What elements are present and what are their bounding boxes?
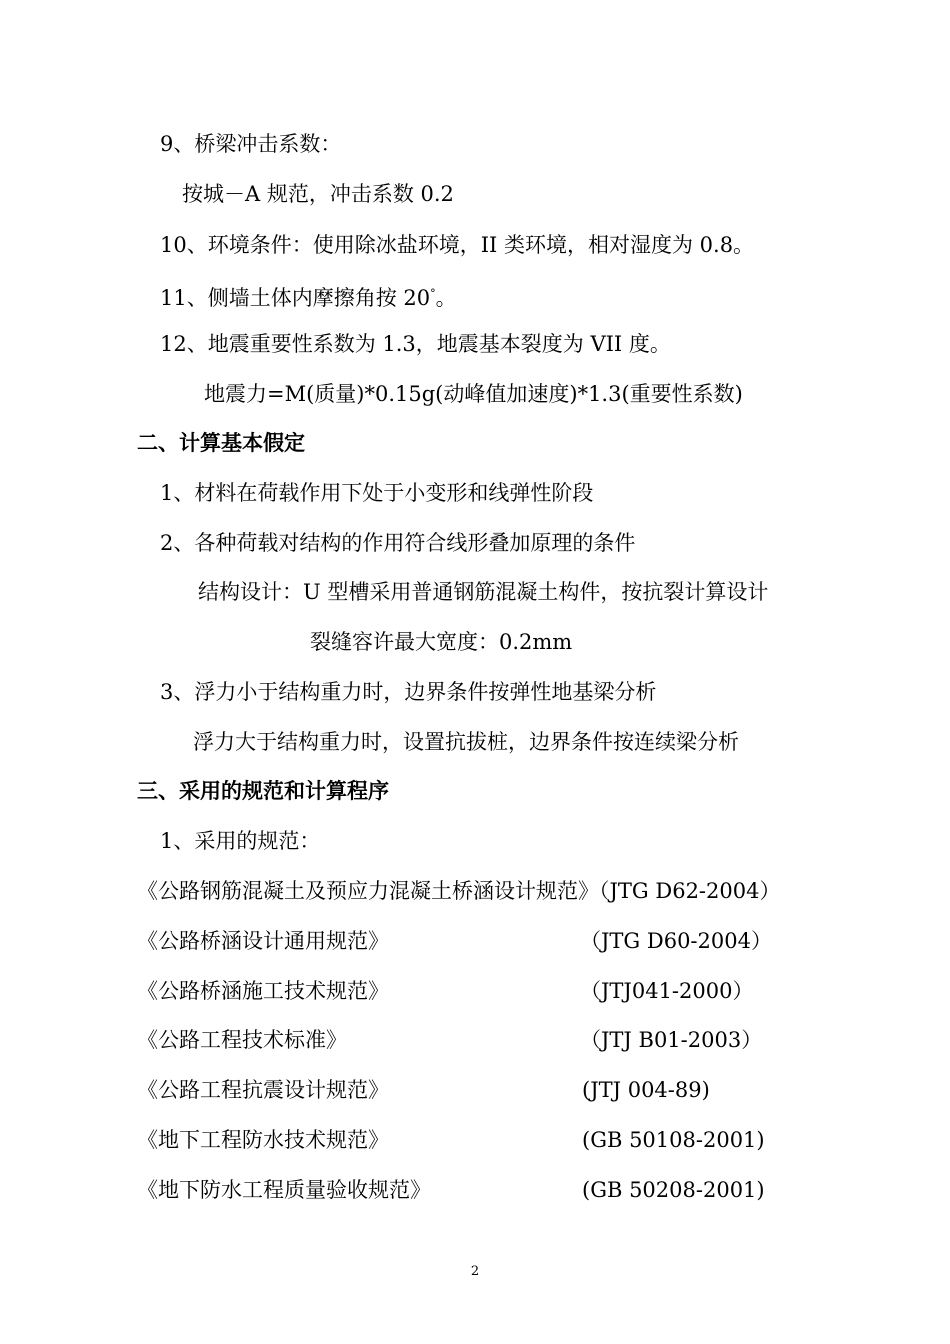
standard-code: (GB 50108-2001) bbox=[582, 1128, 765, 1152]
section-3-heading: 三、采用的规范和计算程序 bbox=[137, 778, 389, 803]
standard-code: (GB 50208-2001) bbox=[582, 1178, 765, 1202]
standard-name: 《公路工程抗震设计规范》 bbox=[137, 1078, 389, 1102]
standard-name: 《公路桥涵设计通用规范》 bbox=[137, 929, 389, 953]
standard-name: 《地下工程防水技术规范》 bbox=[137, 1128, 389, 1152]
page-number: 2 bbox=[470, 1264, 480, 1279]
item-9-title: 9、桥梁冲击系数： bbox=[160, 132, 342, 156]
section-2-item-3-alt: 浮力大于结构重力时，设置抗拔桩，边界条件按连续梁分析 bbox=[193, 730, 739, 754]
degree-symbol: ° bbox=[430, 287, 436, 300]
item-9-detail: 按城－A 规范，冲击系数 0.2 bbox=[182, 182, 454, 206]
section-2-crack-width: 裂缝容许最大宽度：0.2mm bbox=[310, 630, 573, 654]
standard-code: （JTG D60-2004） bbox=[580, 929, 772, 953]
item-12: 12、地震重要性系数为 1.3，地震基本裂度为 VII 度。 bbox=[160, 332, 671, 356]
section-3-item-1: 1、采用的规范： bbox=[160, 829, 321, 853]
standard-name: 《公路钢筋混凝土及预应力混凝土桥涵设计规范》（JTG D62-2004） bbox=[137, 879, 781, 903]
standard-name: 《公路工程技术标准》 bbox=[137, 1028, 347, 1052]
item-11-end: 。 bbox=[435, 286, 457, 310]
standard-code: （JTJ B01-2003） bbox=[580, 1028, 763, 1052]
item-12-formula: 地震力=M(质量)*0.15g(动峰值加速度)*1.3(重要性系数) bbox=[204, 382, 743, 406]
standard-name: 《地下防水工程质量验收规范》 bbox=[137, 1178, 431, 1202]
item-10: 10、环境条件：使用除冰盐环境，II 类环境，相对湿度为 0.8。 bbox=[160, 233, 755, 257]
section-2-design: 结构设计：U 型槽采用普通钢筋混凝土构件，按抗裂计算设计 bbox=[198, 580, 769, 604]
standard-code: （JTJ041-2000） bbox=[580, 979, 754, 1003]
section-2-item-1: 1、材料在荷载作用下处于小变形和线弹性阶段 bbox=[160, 481, 594, 505]
section-2-item-2: 2、各种荷载对结构的作用符合线形叠加原理的条件 bbox=[160, 531, 636, 555]
standard-name: 《公路桥涵施工技术规范》 bbox=[137, 979, 389, 1003]
item-11-text: 11、侧墙土体内摩擦角按 20 bbox=[160, 286, 431, 310]
section-2-item-3: 3、浮力小于结构重力时，边界条件按弹性地基梁分析 bbox=[160, 680, 657, 704]
standard-code: (JTJ 004-89) bbox=[582, 1078, 710, 1102]
section-2-heading: 二、计算基本假定 bbox=[137, 430, 305, 455]
item-11 bbox=[160, 284, 457, 312]
